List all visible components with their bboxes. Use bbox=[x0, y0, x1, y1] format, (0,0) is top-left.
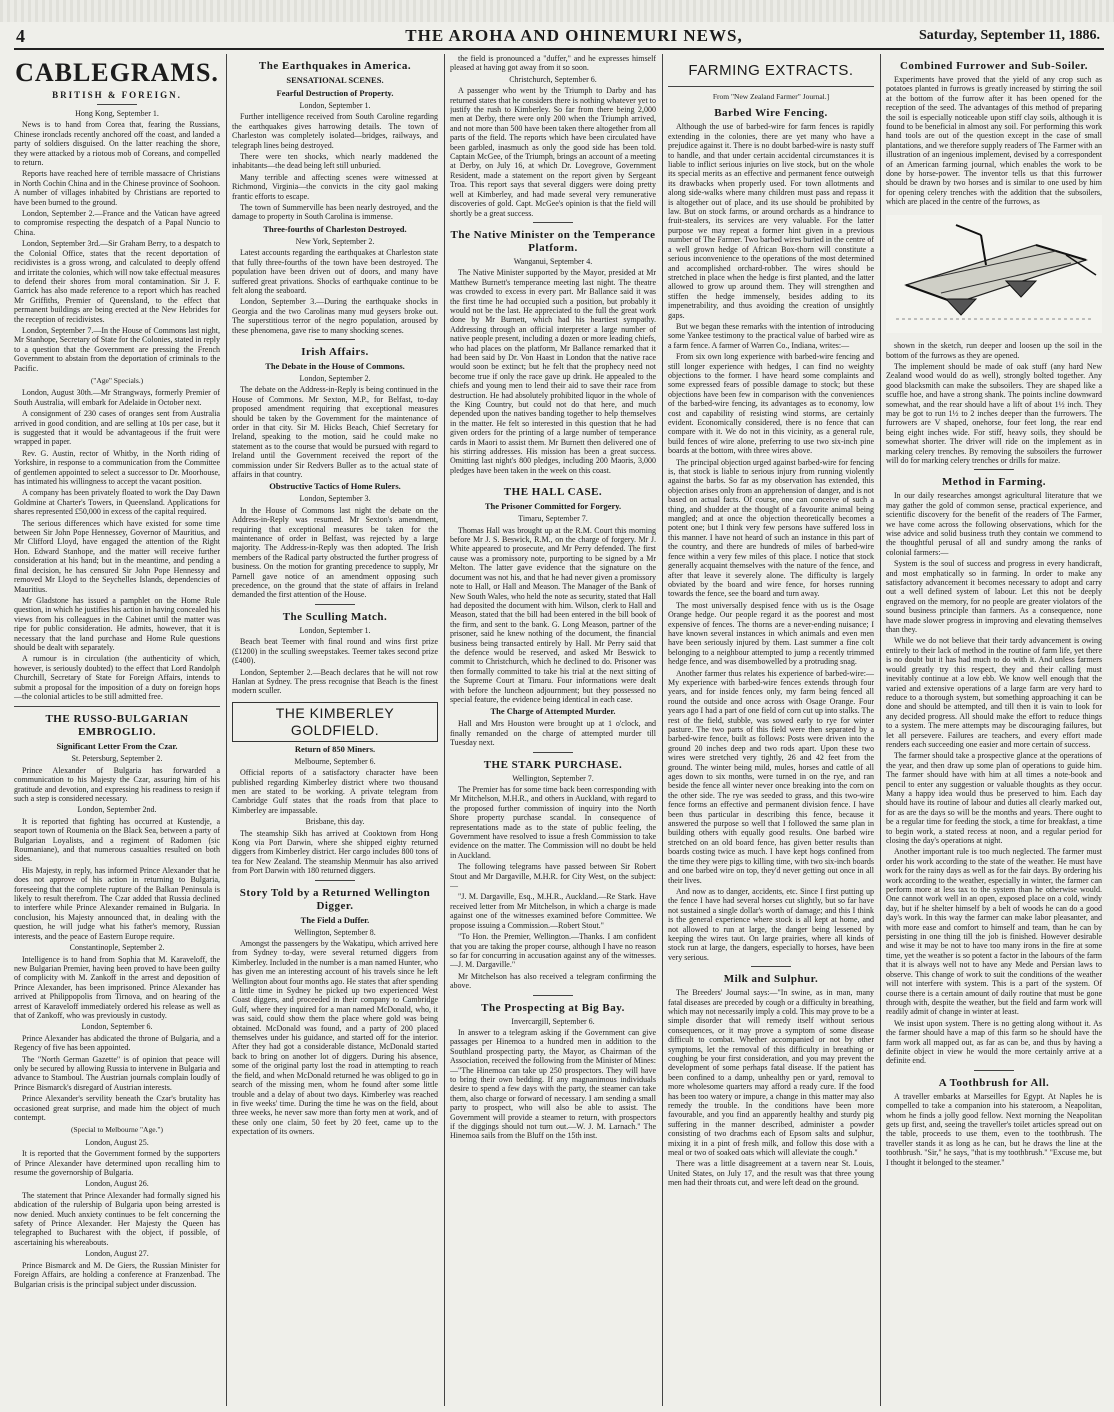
paragraph: Further intelligence received from South Caroline regarding the earthquakes gives harrowing details. The town of Charleston was completely isolated—bridges, railways, and telegraph lines being destroyed. bbox=[232, 112, 438, 150]
big-bay-heading: The Prospecting at Big Bay. bbox=[481, 1001, 625, 1014]
specials-note: ("Age" Specials.) bbox=[90, 375, 144, 385]
paragraph: Mr Mitchelson has also received a telegram confirming the above. bbox=[450, 971, 656, 991]
paragraph: The steamship Sikh has arrived at Cooktown from Hong Kong via Port Darwin, where she shipped eighty returned diggers from Kimberley district. Her cargo includes 800 tons of tea for New Zealand. The steamship Menmuir has also arrived from Port Darwin with 180 returned diggers. bbox=[232, 828, 438, 876]
paragraph: "J. M. Dargaville, Esq., M.H.R., Auckland.—Re Stark. Have received letter from Mr Mitchelson, in which a charge is made against one of the witnesses examined before Committee. We propose issuing a Commission.—Robert Stout." bbox=[450, 892, 656, 930]
columns bbox=[14, 54, 1104, 1406]
toothbrush-heading: A Toothbrush for All. bbox=[938, 1076, 1050, 1089]
paragraph: Mr Gladstone has issued a pamphlet on the Home Rule question, in which he justifies his action in having concealed his views from his colleagues in the Cabinet until the matter was ripe for public consideration. He admits, however, that it is necessary that the land purchase and Home Rule questions should be dealt with separately. bbox=[14, 595, 220, 652]
divider bbox=[97, 104, 137, 105]
stark-purchase-heading: THE STARK PURCHASE. bbox=[483, 758, 623, 771]
paragraph: Thomas Hall was brought up at the R.M. Court this morning before Mr J. S. Beswick, R.M., on the charge of forgery. Mr J. White appeared to prosecute, and Mr Perry defended. The first cause was a promissory note, purporting to be signed by a Mr Melton. The latter gave evidence that the signature on the document was not his, and that he had never given a promissory note to Hall, or Hall and Meason. The Manager of the Bank of New South Wales, who held the note as security, stated that Hall had deposited the document with him. Wilson, clerk to Hall and Meason, stated that the bill had been entered in the bill book of the firm, and sent to the bank. G. Long Meason, partner of the prisoner, said he knew nothing of the document, the financial business being transacted entirely by Hall. Mr Perry said that the defence would be reserved, and asked Mr Beswick to commit to Christchurch, which he declined to do. Prisoner was then formally committed to take his trial at the next sitting of the Supreme Court at Timaru. Four informations were dealt with before the luncheon adjournment; but they possessed no special feature, the evidence being identical in each case. bbox=[450, 525, 656, 704]
divider bbox=[315, 604, 355, 605]
paragraph: Prince Alexander of Bulgaria has forwarded a communication to his Majesty the Czar, assuring him of his gratitude and devotion, and expressing his readiness to resign if such a step is considered necessary. bbox=[14, 765, 220, 803]
show-through-strip bbox=[0, 0, 1114, 22]
subheading: The Prisoner Committed for Forgery. bbox=[484, 501, 622, 512]
paragraph: London, September 2.—France and the Vatican have agreed to compromise respecting the despatch of a Papal Nuncio to China. bbox=[14, 209, 220, 237]
dateline: London, September 2. bbox=[299, 373, 371, 383]
dateline: London, August 26. bbox=[85, 1179, 149, 1189]
dateline: Melbourne, September 6. bbox=[294, 756, 376, 766]
paragraph: We insist upon system. There is no getting along without it. As the farmer should have a map of this farm so he should have the farm work all mapped out, as far as can be, and thus by having a definite object in view he would the more certainly arrive at a definite end. bbox=[886, 1018, 1102, 1066]
paragraph: In the House of Commons last night the debate on the Address-in-Reply was resumed. Mr Sexton's amendment, requiring that exceptional measures be taken for the maintenance of order in Belfast, was rejected by a large majority. The Address-in-Reply was then adopted. The Irish members of the Radical party obstructed the further progress of business. On the motion for granting precedence to supply, Mr Parnell gave notice of an amendment opposing such precedence, on the ground that the state of affairs in Ireland demanded the first attention of the House. bbox=[232, 505, 438, 600]
furrower-illustration bbox=[886, 215, 1102, 333]
dateline: Brisbane, this day. bbox=[305, 817, 365, 827]
british-foreign-kicker: BRITISH & FOREIGN. bbox=[52, 90, 182, 100]
hall-case-heading: THE HALL CASE. bbox=[503, 486, 603, 499]
column-rule bbox=[880, 54, 881, 1406]
source-note: From "New Zealand Farmer" Journal.] bbox=[712, 92, 830, 101]
paragraph: The most universally despised fence with us is the Osage Orange hedge. Our people regard it as the poorest and most expensive of fences. The thorns are a never-ending nuisance; I have known several instances in which animals and even men have been seriously injured by them. Last summer a fine colt belonging to a neighbour attempted to jump a recently trimmed hedge fence, and was disembowelled by a protruding snag. bbox=[668, 600, 874, 667]
dateline: London, September 3. bbox=[299, 494, 371, 504]
russo-bulgarian-heading: THE RUSSO-BULGARIAN EMBROGLIO. bbox=[45, 713, 189, 739]
paragraph: Another important rule is too much neglected. The farmer must order his work according to the state of the weather. He must have work for the rainy days as well as for the fair days. By ordering his work according to the weather, especially in winter, the farmer can perform more at less tax to the system than he otherwise would. One cannot work well in an open, exposed place on a cold, windy day, but if he shelter himself by a belt of woods he can do a good day's work. In this way the farmer can make labor pleasanter, and with more ease and comfort to himself and team, than he can by persisting in one thing till the job is finished. However desirable and wise it may be not to have too many irons in the fire at some time, yet the weather is so potent a factor in the labours of the farm that it is always well not to have any Mede and Persian laws to observe. This change of work to suit the conditions of the weather will not interfere with system. This is a part of the system. Of course there is a certain amount of daily routine that must be gone through with, despite the weather, but the field and farm work will readily admit of change in winter at least. bbox=[886, 847, 1102, 1017]
divider bbox=[14, 706, 220, 707]
kimberley-heading: THE KIMBERLEY GOLDFIELD. bbox=[232, 702, 438, 742]
dateline: London, August 27. bbox=[85, 1249, 149, 1259]
special-note: (Special to Melbourne "Age.") bbox=[71, 1125, 163, 1135]
dateline: Wellington, September 7. bbox=[512, 773, 594, 783]
paragraph: His Majesty, in reply, has informed Prince Alexander that he does not approve of his action in returning to Bulgaria, foreseeing that the complete rupture of the Balkan Peninsula is likely to result therefrom. The Czar added that Russia declined to interfere while Prince Alexander remained in Bulgaria. In conclusion, his Majesty announced that, in dealing with the question, he will judge what his father's memory, Russian interests, and the peace of Eastern Europe require. bbox=[14, 865, 220, 941]
sculling-heading: The Sculling Match. bbox=[282, 610, 388, 623]
paragraph: News is to hand from Corea that, fearing the Russians, Chinese ironclads recently anchored off the coast, and landed a party of soldiers disguised. On the latter reaching the shore, they were attacked by a riotous mob of Coreans, and compelled to return. bbox=[14, 120, 220, 168]
column-rule bbox=[226, 54, 227, 1406]
column-4 bbox=[668, 54, 874, 1406]
paragraph: A company has been privately floated to work the Day Dawn Goldmine at Charter's Towers, in Queensland. Applications for shares represented £50,000 in excess of the capital required. bbox=[14, 488, 220, 517]
divider bbox=[315, 339, 355, 340]
paragraph: The principal objection urged against barbed-wire for fencing is, that stock is liable to serious injury from running violently against the barbs. So far as my observation has extended, this objection arises only from an apprehension of danger, and is not based on actual facts. Of course, one can conceive of such a thing, and shudder at the thought of a favourite animal being mangled; and at once the objection theoretically becomes a potent one; but I think very few persons have suffered loss in this manner. I have not heard of such an instance in this part of the country, and there are hundreds of miles of barbed-wire fence within a very few miles of this place. I notice that stock generally acquaint themselves with the nature of the fence, and after that leave it severely alone. The difficulty is largely obviated by the board and wire fence, for horses running towards the fence, see the board and turn away. bbox=[668, 457, 874, 599]
paragraph: System is the soul of success and progress in every handicraft, and most emphatically so in farming. In order to make any satisfactory advancement it becomes necessary to adopt and carry out a well defined system of labour. Let this not be deeply engraved on the memory, for no people are greater violators of the sound business principle than farmers. As a consequence, none have made slower progress in improving and elevating themselves than they. bbox=[886, 559, 1102, 635]
column-rule bbox=[662, 54, 663, 1406]
paragraph: The Native Minister supported by the Mayor, presided at Mr Matthew Burnett's temperance meeting last night. The theatre was crowded to excess in every part. Mr Ballance said it was the first time he had occupied such a position, but probably it would not be the last. He appreciated to the full the great work done by Mr Burnett, which had his heartiest sympathy. Addressing through an official interpreter a large number of native people present, including a dozen or more leading chiefs, who had places on the platform, Mr Ballance remarked that it had been said by Dr. Von Haast in London that the native race would soon be extinct; but he felt that the prophecy need not become true if only the race gave up drink. He appealed to the chiefs and young men to lend their aid to save their race from destruction. He had absolutely prohibited liquor in the whole of the King Country, but could not do that here, and much depended upon the natives banding together to help themselves in the matter. He felt so interested in this question that he had given orders for the printing of a large number of temperance cards in Maori to assist them. Mr Burnett then delivered one of his stirring addresses. His mission has been a great success. Omitting last night's 800 pledges, including 200 Maoris, 3,000 pledges have been taken in the week on this coast. bbox=[450, 268, 656, 475]
farming-extracts-heading: FARMING EXTRACTS. bbox=[688, 62, 854, 79]
paragraph: The farmer should take a prospective glance at the operations of the year, and then draw up some plan of operations to guide him. The farmer should have with him at all times a note-book and pencil to enter any suggestion or valuable thoughts as they occur. Many a happy idea would thus be preserved to him. Each day should have its routine of labour and duties all clearly marked out, for as are the days so will be the months and years. There ought to be a regular time for feeding the stock, a time for breakfast, a time to begin work, a stated recess at noon, and a regular period for closing the day's operations at night. bbox=[886, 751, 1102, 845]
masthead bbox=[14, 24, 1104, 50]
subheading: The Debate in the House of Commons. bbox=[265, 360, 405, 371]
divider bbox=[974, 469, 1014, 470]
irish-affairs-heading: Irish Affairs. bbox=[301, 345, 369, 358]
earthquakes-heading: The Earthquakes in America. bbox=[258, 60, 412, 72]
paragraph: "To Hon. the Premier, Wellington.—Thanks. I am confident that you are taking the proper course, although I have no reason so far for concurring in accusation against any of the witnesses.—J. M. Dargaville." bbox=[450, 932, 656, 970]
subheading: The Charge of Attempted Murder. bbox=[490, 706, 616, 717]
subheading: The Field a Duffer. bbox=[300, 914, 370, 925]
paragraph: The statement that Prince Alexander had formally signed his abdication of the rulership of Bulgaria upon being arrested is now denied. Much anxiety continues to be felt concerning the safety of Prince Alexander. Her Majesty the Queen has telegraphed to Bucharest with the object, if possible, of ascertaining his whereabouts. bbox=[14, 1190, 220, 1247]
paragraph: From six own long experience with barbed-wire fencing and still longer experience with hedges, I can find no weighty objections to the former. I have heard some complaints and some expressed fears of possible damage to stock; but these objections have been few in comparison with the conveniences of the barbed-wire fencing, its advantages as to economy, low cost and capability of resisting wind storms, are certainly evident. Economically considered, there is no fence that can compare with it. We do not in this vicinity, as a general rule, build fences of wire alone, preferring to use two six-inch pine boards at the bottom, with three wires above. bbox=[668, 352, 874, 456]
divider bbox=[533, 995, 573, 996]
paragraph: shown in the sketch, run deeper and loosen up the soil in the bottom of the furrows as they are opened. bbox=[886, 341, 1102, 360]
dateline: New York, September 2. bbox=[295, 236, 375, 246]
method-farming-heading: Method in Farming. bbox=[941, 476, 1047, 489]
paragraph: Official reports of a satisfactory character have been published regarding Kimberley district where two thousand men are stated to be working. A private telegram from Cambridge Gulf states that the roads from that place to Kimberley are impassable. bbox=[232, 768, 438, 815]
dateline: London, August 25. bbox=[85, 1137, 149, 1147]
paragraph: London, September 7.—In the House of Commons last night, Mr Stanhope, Secretary of State for the Colonies, stated in reply to a question that the Government are pressing the French Government to abstain from the deportation of criminals to the Pacific. bbox=[14, 325, 220, 373]
page-number: 4 bbox=[16, 26, 25, 46]
paragraph: The town of Summerville has been nearly destroyed, and the damage to property in South Carolina is immense. bbox=[232, 203, 438, 222]
dateline: Christchurch, September 6. bbox=[509, 74, 597, 84]
column-rule bbox=[444, 54, 445, 1406]
paragraph: London, August 30th.—Mr Strangways, formerly Premier of South Australia, will embark for Adelaide in October next. bbox=[14, 388, 220, 407]
subheading: SENSATIONAL SCENES. bbox=[286, 75, 384, 85]
paragraph: Beach beat Teemer with final round and wins first prize (£1200) in the sculling sweepstakes. Teemer takes second prize (£400). bbox=[232, 637, 438, 666]
paragraph: A passenger who went by the Triumph to Darby and has returned states that he considers there is nothing whatever yet to justify the rush to Kimberley. So far from there being 2,000 men at Derby, there were only 200 when the Triumph arrived, and not more than 500 have been taken there altogether from all parts of the field. The reports which have been circulated have been garbled, inasmuch as only the good side has been told. Captain McGee, of the Triumph, brings an account of a meeting at Derby, on July 16, at which Dr. Lovegrove, Government Resident, made a statement on the report given by Sergeant Troa. This report says that several diggers were doing pretty well at Kimberley, and had made several very remunerative discoveries of gold. Capt. McGee's opinion is that the field will shortly be a great success. bbox=[450, 86, 656, 218]
paragraph: Reports have reached here of terrible massacre of Christians in North Cochin China and in the Chinese province of Soohoon. A number of villages inhabited by Christians are reported to have been burned to the ground. bbox=[14, 169, 220, 207]
milk-sulphur-heading: Milk and Sulphur. bbox=[723, 973, 819, 986]
issue-date: Saturday, September 11, 1886. bbox=[919, 28, 1100, 43]
paragraph: But we began these remarks with the intention of introducing some Yankee testimony to the practical value of barbed wire as a farm fence. A farmer of Warren Co., Indiana, writes:— bbox=[668, 321, 874, 350]
paragraph: While we do not believe that their tardy advancement is owing entirely to their lack of method in the routine of farm life, yet there is no doubt but it has had much to do with it. And unless farmers would greatly try this respect, they and their calling must inevitably continue at a low ebb. We know well enough that the varied and extensive operations of a large farm are very hard to reduce to a thorough system, but something approaching it can be done and should be attempted, and till then it is vain to look for any decided progress. All should make the effort to reduce things to a system. The mere attempts may be discouraging failures, but let all persevere. Failures are teachers, and every effort made renders each succeeding one easier and more certain of success. bbox=[886, 636, 1102, 749]
paragraph: Latest accounts regarding the earthquakes at Charleston state that fully three-fourths of the town have been destroyed. The population have been driven out of doors, and many have suffered great privations. Shocks of earthquake continue to be felt along the seaboard. bbox=[232, 248, 438, 295]
paragraph: There were ten shocks, which nearly maddened the inhabitants—the dead being left still unburied. bbox=[232, 152, 438, 171]
paragraph: Prince Alexander has abdicated the throne of Bulgaria, and a Regency of five has been appointed. bbox=[14, 1033, 220, 1053]
paragraph: It is reported that the Government formed by the supporters of Prince Alexander have determined upon recalling him to resume the governorship of Bulgaria. bbox=[14, 1149, 220, 1178]
paragraph: London, September 3.—During the earthquake shocks in Georgia and the two Carolinas many mud geysers broke out. The superstitious terror of the negro population, aroused by these phenomena, gave rise to many shocking scenes. bbox=[232, 297, 438, 335]
divider bbox=[533, 479, 573, 480]
dateline: Invercargill, September 6. bbox=[511, 1016, 595, 1026]
dateline: Timaru, September 7. bbox=[518, 514, 588, 524]
dateline: St. Petersburg, September 2. bbox=[71, 754, 163, 764]
paragraph: Many terrible and affecting scenes were witnessed at Richmond, Virginia—the convicts in the city gaol making frantic efforts to escape. bbox=[232, 172, 438, 201]
dateline: London, September 1. bbox=[299, 101, 371, 110]
dateline: London, September 6. bbox=[81, 1022, 153, 1032]
paragraph: A consignment of 230 cases of oranges sent from Australia arrived in good condition, and are selling at 10s per case, but it is suggested that it would be advantageous if the fruit were wrapped in paper. bbox=[14, 409, 220, 447]
paragraph: The debate on the Address-in-Reply is being continued in the House of Commons. Mr Sexton, M.P., for Belfast, to-day proposed amendment requiring that exceptional measures should be taken by the Government for the maintenance of order in that city. Sir M. Hicks Beach, Chief Secretary for Ireland, speaking to the motion, said he could make no statement as to the course that would be pursued with regard to Ireland until the Government received the report of the commission under Sir Redvers Buller as to the actual state of affairs in that country. bbox=[232, 385, 438, 479]
dateline: London, September 1. bbox=[299, 625, 371, 635]
paragraph: Experiments have proved that the yield of any crop such as potatoes planted in furrows is greatly increased by stirring the soil at the bottom of the furrow after it has been opened for the reception of the seed. The advantages of this method of preparing the soil is especially noticeable upon stiff clay soils, although it is found to be beneficial in almost any soil. For performing this work hand tools are out of the question except in the case of small plantations, and we therefore supply readers of The Farmer with an illustration of an ingenious implement, devised by a correspondent of an American farming journal, which enables the work to be done by horse-power. The inventor tells us that this furrower should be drawn by two horses and is similar to one used by him for opening celery trenches with the addition that the subsoilers, which are placed in the centre of the furrows, as bbox=[886, 75, 1102, 207]
paragraph: It is reported that fighting has occurred at Kustendje, a seaport town of Roumenia on the Black Sea, between a party of Bulgarian Loyalists, and a regiment of Radomen (sic Roumaniane), and that numerous casualties resulted on both sides. bbox=[14, 816, 220, 864]
dateline: Wellington, September 8. bbox=[294, 927, 376, 937]
paragraph: The following telegrams have passed between Sir Robert Stout and Mr Dargaville, M.H.R. for City West, on the subject:— bbox=[450, 862, 656, 891]
native-minister-heading: The Native Minister on the Temperance Platform. bbox=[450, 228, 656, 254]
paragraph: Rev. G. Austin, rector of Whitby, in the North riding of Yorkshire, in response to a communication from the Committee of gentlemen appointed to select a successor to Dr. Moorhouse, has intimated his willingness to accept the vacant position. bbox=[14, 448, 220, 487]
paragraph: There was a little disagreement at a tavern near St. Louis, United States, on July 17, and the result was that three young men had their throats cut, and were left dead on the ground. bbox=[668, 1159, 874, 1188]
column-3 bbox=[450, 54, 656, 1406]
dateline: London, September 2nd. bbox=[77, 805, 157, 815]
furrower-heading: Combined Furrower and Sub-Soiler. bbox=[899, 60, 1089, 72]
column-5 bbox=[886, 54, 1102, 1406]
divider bbox=[974, 1070, 1014, 1071]
dateline: Constantinople, September 2. bbox=[69, 943, 165, 953]
newspaper-title: THE AROHA AND OHINEMURI NEWS, bbox=[405, 26, 743, 45]
returned-digger-heading: Story Told by a Returned Wellington Digger. bbox=[239, 886, 431, 912]
subheading: Three-fourths of Charleston Destroyed. bbox=[263, 223, 407, 234]
paragraph: The serious differences which have existed for some time between Sir John Pope Hennessey, Governor of Mauritius, and Mr Clifford Lloyd, have engaged the attention of the Right Hon. Edward Stanhope, and the matter will receive further consideration at his hand; but in the meantime, and pending a final decision, he has censured Sir John Pope Hennessy and removed Mr Lloyd to the Seychelles Islands, dependencies of Mauritius. bbox=[14, 518, 220, 594]
paragraph: The Premier has for some time back been corresponding with Mr Mitchelson, M.H.R., and others in Auckland, with regard to the proposed further commission of inquiry into the North Shore property purchase scandal. In consequence of representations made as to the state of public feeling, the Government have resolved to issue a fresh Commission to take evidence on the matter. The Commission will no doubt be held in Auckland. bbox=[450, 785, 656, 860]
paragraph: And now as to danger, accidents, etc. Since I first putting up the fence I have had several horses cut slightly, but so far have not sustained a single dollar's worth of damage; and this I think is the general experience where stock is all kept at home, and not allowed to run at large, the danger being lessened by keeping the wires taut. On large prairies, where all kinds of stock run at large, the dangers, especially to horses, have been very serious. bbox=[668, 886, 874, 962]
divider bbox=[533, 222, 573, 223]
paragraph: Although the use of barbed-wire for farm fences is rapidly extending in the colonies, there are yet many who have a prejudice against it. There is no doubt barbed-wire is nasty stuff to handle, and that under certain accidental circumstances it is liable to inflict serious injuries on live stock, but on the whole its special merits as an effective and permanent fence outweigh its drawbacks when properly used. For town allotments and along side-walks where many children must pass and repass it is altogether out of place, and its use should be prohibited by law. But on stock farms, or around orchards as a hindrance to fruit-stealers, its services are very valuable. For the latter purpose we may repeat a former hint given in a previous number of The Farmer. Two barbed wires buried in the centre of a well grown hedge of African Box-thorn will constitute a serious inconvenience to the operations of the most determined and accomplished orchard-robber. The wires should be stretched in place when the hedge is first planted, and the latter allowed to grow up around them. They will strengthen and stiffen the hedge immensely, besides adding to its impenetrability, and thus avoiding the creation of unsightly gaps. bbox=[668, 122, 874, 320]
paragraph: Prince Alexander's servility beneath the Czar's brutality has occasioned great surprise, and made him the object of much contempt. bbox=[14, 1094, 220, 1122]
subheading: Obstructive Tactics of Home Rulers. bbox=[269, 481, 401, 492]
paragraph: Intelligence is to hand from Sophia that M. Karaveloff, the new Bulgarian Premier, having been proved to have been guilty of complicity with M. Zankoff in the arrest and deposition of Prince Alexander, has been imprisoned. Prince Alexander has arrived at Philippopolis from Tirnova, and on hearing of the arrest of Karaveloff immediately ordered his release as well as that of Zankoff, who was previously in custody. bbox=[14, 954, 220, 1020]
paragraph: In our daily researches amongst agricultural literature that we may gather the gold of common sense, practical experience, and scientific discovery for the benefit of the readers of The Farmer, we have come across the following observations, which for the wise advice and solid business truth they contain we commend to the thoughtful perusal of all and sundry among the ranks of colonial farmers:— bbox=[886, 491, 1102, 557]
dateline: Hong Kong, September 1. bbox=[75, 109, 159, 118]
cablegrams-heading: CABLEGRAMS. bbox=[15, 58, 219, 87]
divider bbox=[751, 966, 791, 967]
paragraph: Hall and Mrs Houston were brought up at 1 o'clock, and finally remanded on the charge of attempted murder till Tuesday next. bbox=[450, 719, 656, 748]
divider bbox=[315, 880, 355, 881]
paragraph: The implement should be made of oak stuff (any hard New Zealand wood would do as well), strongly bolted together. Any good blacksmith can make the subsoilers. They are shaped like a scuffle hoe, and have a strong shank. The points incline downward somewhat, and the rear should have a lift of about 1½ inch. They may be got to run 1½ to 2 inches deeper than the furrowers. The furrowers are V shaped, onehorse, four feet long, the rear end being eight inches wide. For stiff, heavy soils, they should be somewhat shorter. The driver will ride on the implement as in marking celery trenches. By removing the subsoilers the furrower will do for marking celery trenches or drills for maize. bbox=[886, 361, 1102, 465]
barbed-wire-heading: Barbed Wire Fencing. bbox=[714, 107, 828, 120]
divider bbox=[533, 752, 573, 753]
column-1 bbox=[14, 54, 220, 1406]
dateline: Wanganui, September 4. bbox=[513, 256, 593, 266]
paragraph: In answer to a telegram asking if the Government can give passages per Hinemoa to a hundred men in addition to the Southland prospecting party, the Mayor, as Chairman of the Association, received the following from the Minister of Mines:—"The Hinemoa can take up 250 prospectors. They will have to bring their own bedding. If any magnanimous individuals desire to spend a few days with the party, the steamer can take them, also charge or forward of necessary. I am sending a small party to prospect, who will also be able to assist. The Government will provide a steamer to return, with prospectors if the diggings should not turn out.—W. J. M. Larnach." The Hinemoa sails from the Bluff on the 15th inst. bbox=[450, 1027, 656, 1141]
paragraph: Prince Bismarck and M. De Giers, the Russian Minister for Foreign Affairs, are holding a conference at Franzenbad. The Bulgarian crisis is the principal subject under discussion. bbox=[14, 1260, 220, 1289]
subheading: Significant Letter From the Czar. bbox=[56, 741, 178, 752]
paragraph: Another farmer thus relates his experience of barbed-wire:—My experience with barbed-wire fences extends through four years, and for inside fences only, my farm being fenced all round the outside and once across with Osage Orange. Four years ago I had a part of one field of corn cut up into stalks. The rest of the field, stubble, was sowed early to rye for winter pasture. The two parts of this field were then separated by a barbed-wire fence, built as follows: Posts were driven into the ground 20 inches deep and two rods apart. Upon these two wires were stretched very tightly, 26 and 42 feet from the ground. The winter being mild, mules, horses and cattle of all ages down to six months, were turned in on the rye, and ran beside the fence all winter never once breaking into the corn on the other side. The rye was seeded to grass, and this two-wire fence forms an effective and permanent division fence. I have been thus particular in describing this fence, because it answered the purpose so well that I followed the same plan in building others with equally good results. One barbed wire stretched on an old board fence, has given better results than boards costing twice as much. I have kept hogs confined from the time they were pigs to killing time, with two six-inch boards and one barbed wire on top, they'd never getting out once in all their lives. bbox=[668, 668, 874, 885]
paragraph: London, September 2.—Beach declares that he will not row Hanlan at Sydney. The press recognise that Beach is the finest modern sculler. bbox=[232, 667, 438, 696]
paragraph: A rumour is in circulation (the authenticity of which, however, is seriously doubted) to the effect that Lord Randolph Churchill, Secretary of State for Foreign Affairs, intends to submit a proposal for the imposition of a duty on foreign hops—the colonial articles to be still admitted free. bbox=[14, 654, 220, 701]
divider bbox=[668, 86, 874, 87]
paragraph: London, September 3rd.—Sir Graham Berry, to a despatch to the Colonial Office, states that the recent deportation of recidivistes is a gross wrong, and calculated to deeply offend and irritate the colonies, which will now take effectual measures to defend their shores from moral contamination. Sir J. F. Garrick has also made reference to a report which has reached Mr Griffiths, Premier of Queensland, to the effect that permanent buildings are being erected at the New Hebrides for the reception of recidivistes. bbox=[14, 239, 220, 324]
paragraph: A traveller embarks at Marseilles for Egypt. At Naples he is compelled to take a companion into his stateroom, a Neapolitan, whom he finds a jolly good fellow. Next morning the Neapolitan gets up first, and, seeing the traveller's toilet articles spread out on the table, proceeds to use them, even to the toothbrush. The traveller stands it as long as he can, but he draws the line at the toothbrush. "Sir," he says, "that is my toothbrush." "Excuse me, but I thought it belonged to the steamer." bbox=[886, 1091, 1102, 1167]
column-2 bbox=[232, 54, 438, 1406]
paragraph: Amongst the passengers by the Wakatipu, which arrived here from Sydney to-day, were several returned diggers from Kimberley. Included in the number is a man named Hunter, who has given me an interesting account of his travels since he left Wellington about four months ago. He states that after spending a little time in Sydney he picked up two experienced West Coast diggers, and proceeded in their company to Cambridge Gulf, where they inquired for a man named McDonald, who, it was said, could show them the place where gold was being obtained. McDonald was found, and a party of 200 placed themselves under his guidance, and started off for the interior. After they had got a considerable distance, McDonald started back to bring on another lot of diggers. During his absence, some of the original party lost the road in attempting to reach the field, and when McDonald returned he was obliged to go in search of the missing men, whom he found after some little trouble and a delay of about two days. Kimberley was reached in five weeks' time. During the time he was on the field, about three weeks, he never saw more than forty men at work, and of these only one claim, 50 feet by 20 feet, came up to the expectation of its owners. bbox=[232, 939, 438, 1137]
paragraph: the field is pronounced a "duffer," and he expresses himself pleased at having got away from it so soon. bbox=[450, 54, 656, 73]
subheading: Fearful Destruction of Property. bbox=[276, 88, 394, 98]
subheading: Return of 850 Miners. bbox=[294, 743, 376, 754]
paragraph: The Breeders' Journal says:—"In swine, as in man, many fatal diseases are preceded by cough or a difficulty in breathing, which may not necessarily imply a cold. This may prove to be a simple disorder that will remedy itself without serious consequences, or it may prove a symptom of some disease difficult to combat. Whether accompanied or not by other symptoms, let the removal of this difficulty in breathing or coughing be your first consideration, and you may prevent the development of some perhaps fatal disease. If the patient has been confined to a damp, unhealthy pen or yard, removal to more wholesome quarters may afford a ready cure. If the food has been too watery or impure, a change in this matter may also remedy the trouble. In the conditions have been more favourable, and you find an apparently healthy and sturdy pig suffering in the manner described, administer a powder consisting of two drachms each of Epsom salts and sulphur, mixing it in a pint of fresh milk, and follow this dose with a meal or two of soaked oats which will alleviate the cough." bbox=[668, 988, 874, 1158]
paragraph: The "North German Gazette" is of opinion that peace will only be secured by allowing Russia to intervene in Bulgaria and advance to Stamboul. The Austrian journals complain loudly of Prince Bismarck's disregard of Austrian interests. bbox=[14, 1054, 220, 1092]
